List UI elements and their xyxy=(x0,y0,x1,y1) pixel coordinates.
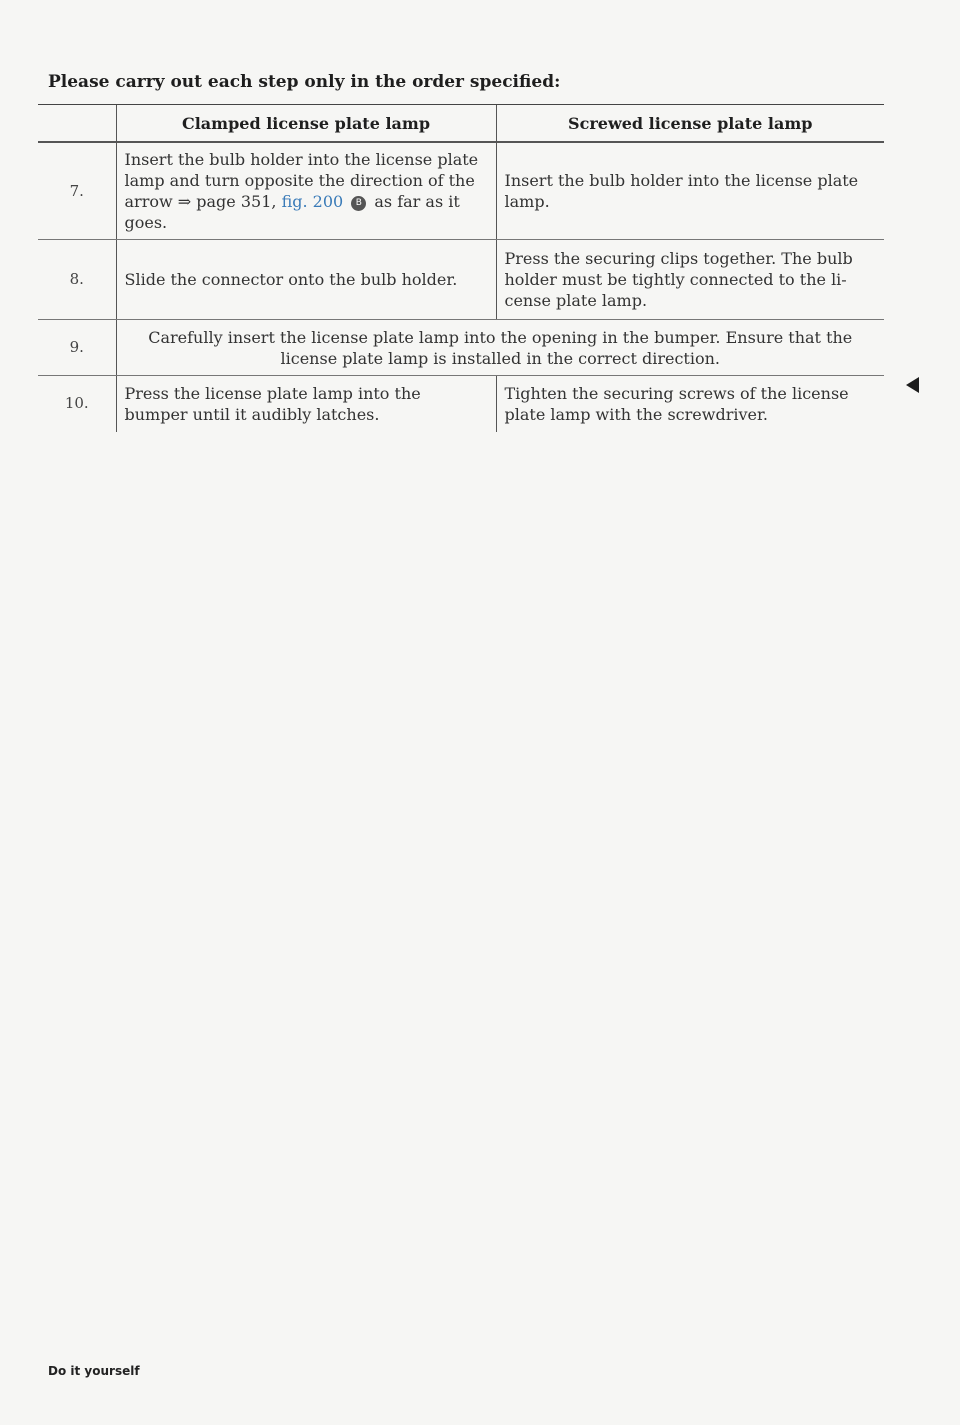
arrow-icon: ⇒ xyxy=(177,192,192,211)
cell-clamped: Press the license plate lamp into the bumper until it audibly latches. xyxy=(116,376,496,432)
step-number: 7. xyxy=(38,142,116,240)
cell-screwed: Press the securing clips together. The bulb holder must be tightly connected to the li-cense plate lamp. xyxy=(496,240,884,320)
page-reference-link[interactable]: page 351, xyxy=(196,192,277,211)
clamped-text: Insert the bulb holder into the license plate lamp and turn opposite the direction of the arrow xyxy=(124,150,479,211)
page-footer: Do it yourself xyxy=(48,1364,140,1378)
figure-reference-link[interactable]: fig. 200 xyxy=(281,192,344,211)
triangle-left-icon xyxy=(906,377,919,393)
cell-both: Carefully insert the license plate lamp into the opening in the bumper. Ensure that the license plate lamp is installed in the correct direction. xyxy=(116,320,884,376)
step-number: 9. xyxy=(38,320,116,376)
step-number: 8. xyxy=(38,240,116,320)
header-clamped: Clamped license plate lamp xyxy=(116,105,496,143)
header-screwed: Screwed license plate lamp xyxy=(496,105,884,143)
intro-text: Please carry out each step only in the order specified: xyxy=(48,72,561,92)
table-row-step-9 xyxy=(38,320,884,376)
figure-callout-badge: B xyxy=(351,196,366,211)
table-row-step-7 xyxy=(38,142,884,240)
cell-screwed: Tighten the securing screws of the license plate lamp with the screwdriver. xyxy=(496,376,884,432)
table-header-row xyxy=(38,105,884,143)
procedure-table xyxy=(38,104,884,432)
header-step xyxy=(38,105,116,143)
table-row-step-8 xyxy=(38,240,884,320)
step-number: 10. xyxy=(64,394,89,413)
cell-clamped xyxy=(116,142,496,240)
cell-screwed: Insert the bulb holder into the license plate lamp. xyxy=(496,142,884,240)
cell-clamped: Slide the connector onto the bulb holder. xyxy=(116,240,496,320)
table-row-step-10 xyxy=(38,376,884,432)
clamped-text-end: as far as it goes. xyxy=(124,192,460,232)
